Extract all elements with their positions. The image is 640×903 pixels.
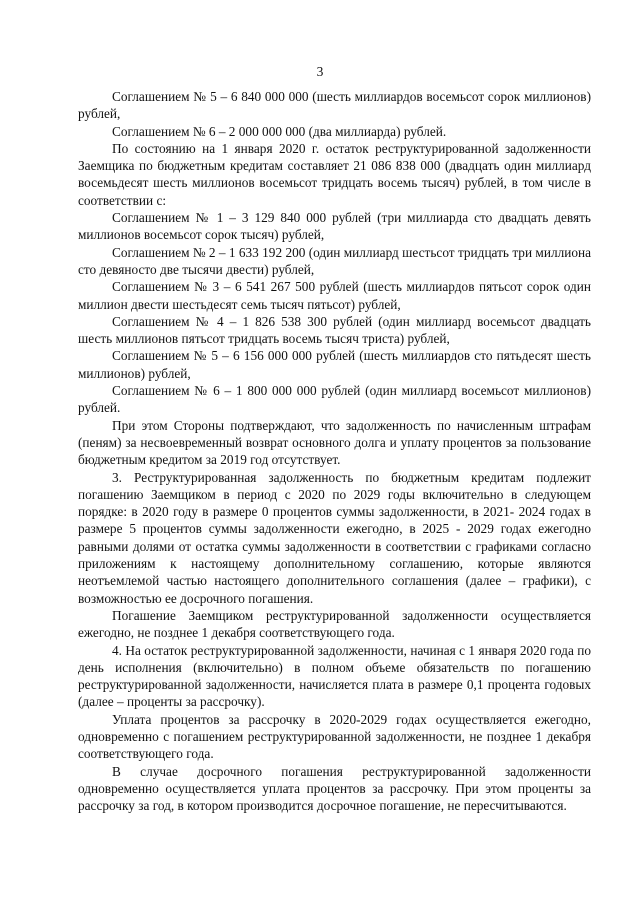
paragraph-agreement-3-balance: Соглашением № 3 – 6 541 267 500 рублей (шесть миллиардов пятьсот сорок один миллион двести шестьдесят семь тысяч пятьсот) рублей, bbox=[78, 279, 591, 312]
paragraph-balance-2020: По состоянию на 1 января 2020 г. остаток реструктурированной задолженности Заемщика по бюджетным кредитам составляет 21 086 838 000 (двадцать один миллиард восемьдесят шесть миллионов восемьсот тридцать восемь тысяч) рублей, в том числе в соответствии с: bbox=[78, 140, 591, 208]
paragraph-agreement-6-initial: Соглашением № 6 – 2 000 000 000 (два миллиарда) рублей. bbox=[112, 123, 447, 139]
paragraph-penalties-statement: При этом Стороны подтверждают, что задолженность по начисленным штрафам (пеням) за несвоевременный возврат основного долга и уплату процентов за пользование бюджетным кредитом за 2019 год отсутствует. bbox=[78, 417, 591, 468]
paragraph-agreement-5-balance: Соглашением № 5 – 6 156 000 000 рублей (шесть миллиардов сто пятьдесят шесть миллионов) рублей, bbox=[78, 348, 591, 381]
paragraph-agreement-6-balance: Соглашением № 6 – 1 800 000 000 рублей (один миллиард восемьсот миллионов) рублей. bbox=[78, 383, 591, 416]
paragraph-repayment-deadline: Погашение Заемщиком реструктурированной задолженности осуществляется ежегодно, не позднее 1 декабря соответствующего года. bbox=[78, 607, 591, 641]
paragraph-agreement-4-balance: Соглашением № 4 – 1 826 538 300 рублей (один миллиард восемьсот двадцать шесть миллионов пятьсот тридцать восемь тысяч триста) рублей, bbox=[78, 313, 591, 347]
paragraph-agreement-2-balance: Соглашением № 2 – 1 633 192 200 (один миллиард шестьсот тридцать три миллиона сто девяносто две тысячи двести) рублей, bbox=[78, 244, 591, 277]
paragraph-clause-3: 3. Реструктурированная задолженность по бюджетным кредитам подлежит погашению Заемщиком в период с 2020 по 2029 годы включительно в следующем порядке: в 2020 году в размере 0 процентов суммы задолженности, в 2021- 2024 годах в размере 5 процентов суммы задолженности ежегодно, в 2025 - 2029 годах ежегодно равными долями от остатка суммы задолженности в соответствии с графиками согласно приложениям к настоящему дополнительному соглашению, которые являются неотъемлемой частью настоящего дополнительного соглашения (далее – графики), с возможностью ее досрочного погашения. bbox=[78, 469, 591, 606]
paragraph-agreement-1-balance: Соглашением № 1 – 3 129 840 000 рублей (три миллиарда сто двадцать девять миллионов восемьсот сорок тысяч) рублей, bbox=[78, 210, 591, 243]
paragraph-clause-4: 4. На остаток реструктурированной задолженности, начиная с 1 января 2020 года по день исполнения (включительно) в полном объеме обязательств по погашению реструктурированной задолженности, начисляется плата в размере 0,1 процента годовых (далее – проценты за рассрочку). bbox=[78, 642, 591, 710]
paragraph-interest-payment: Уплата процентов за рассрочку в 2020-2029 годах осуществляется ежегодно, одновременно с погашением реструктурированной задолженности, не позднее 1 декабря соответствующего года. bbox=[78, 711, 591, 762]
document-body bbox=[78, 88, 591, 814]
paragraph-agreement-5-initial: Соглашением № 5 – 6 840 000 000 (шесть миллиардов восемьсот сорок миллионов) рублей, bbox=[78, 89, 591, 122]
paragraph-early-repayment: В случае досрочного погашения реструктурированной задолженности одновременно осуществляется уплата процентов за рассрочку. При этом проценты за рассрочку за год, в котором производится досрочное погашение, не пересчитываются. bbox=[78, 763, 591, 814]
page-number: 3 bbox=[316, 64, 324, 79]
